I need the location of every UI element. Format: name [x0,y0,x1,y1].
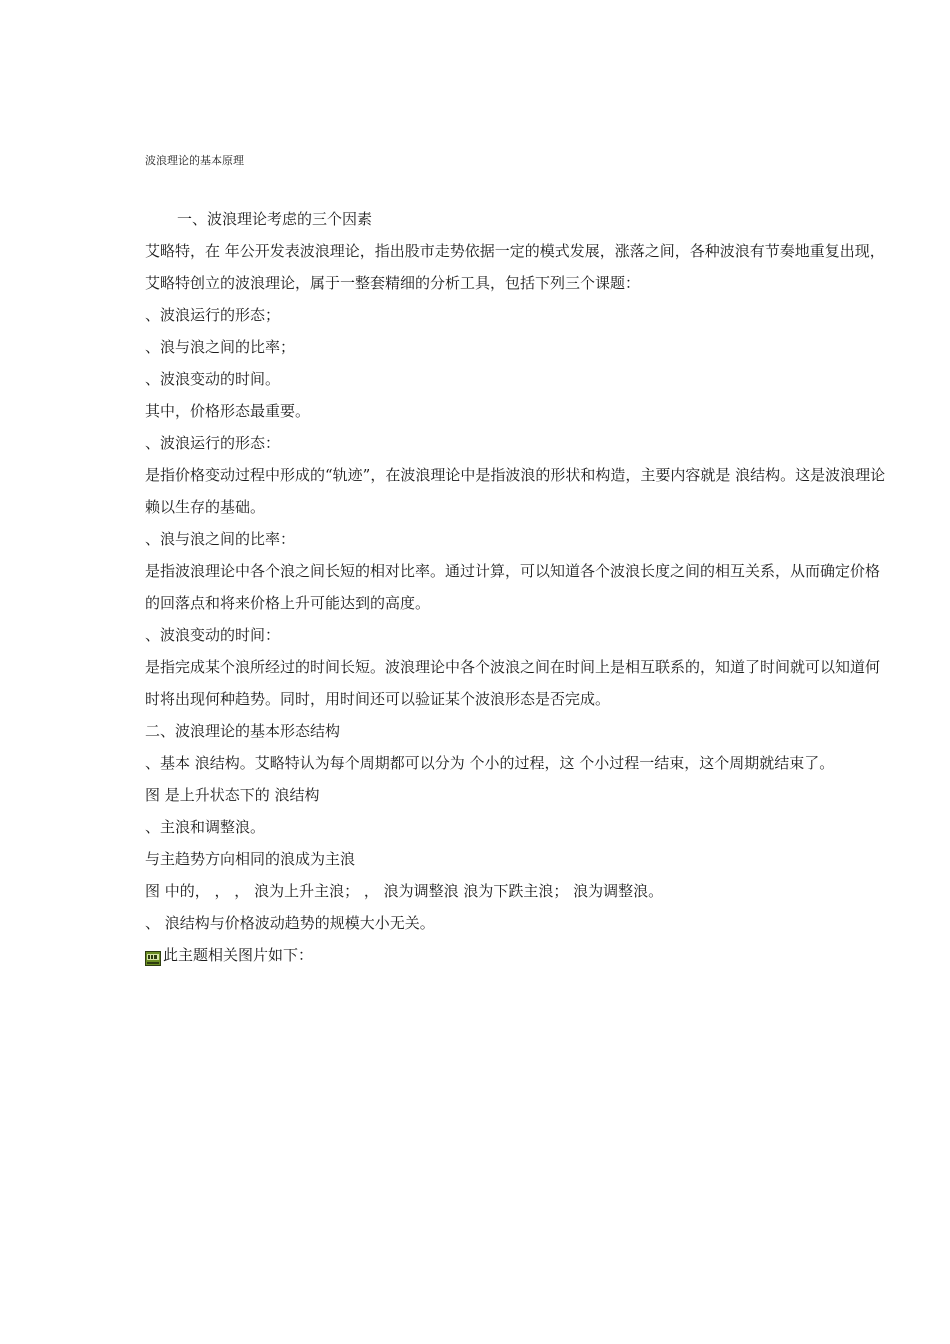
document-title: 波浪理论的基本原理 [145,154,244,167]
paragraph: 、基本 浪结构。艾略特认为每个周期都可以分为 个小的过程，这 个小过程一结束，这个周期就结束了。 [145,754,835,772]
paragraph: 与主趋势方向相同的浪成为主浪 [145,850,356,868]
section-heading-1: 一、波浪理论考虑的三个因素 [177,210,373,228]
subheading: 、波浪运行的形态： [145,434,281,452]
subheading: 、波浪变动的时间： [145,626,281,644]
paragraph: 图 中的， ， ， 浪为上升主浪； ， 浪为调整浪 浪为下跌主浪； 浪为调整浪。 [145,882,664,900]
paragraph: 是指价格变动过程中形成的“轨迹”，在波浪理论中是指波浪的形状和构造，主要内容就是 浪结构。这是波浪理论赖以生存的基础。 [145,466,886,516]
list-item: 、浪与浪之间的比率； [145,338,296,356]
list-item: 、波浪运行的形态； [145,306,281,324]
paragraph: 是指波浪理论中各个浪之间长短的相对比率。通过计算，可以知道各个波浪长度之间的相互关系，从而确定价格的回落点和将来价格上升可能达到的高度。 [145,562,881,612]
paragraph: 、 浪结构与价格波动趋势的规模大小无关。 [145,914,435,932]
picture-caption-row [145,939,890,971]
image-file-icon[interactable] [145,945,161,960]
paragraph: 图 是上升状态下的 浪结构 [145,786,320,804]
subheading: 、主浪和调整浪。 [145,818,266,836]
subheading: 、浪与浪之间的比率： [145,530,296,548]
paragraph: 艾略特，在 年公开发表波浪理论，指出股市走势依据一定的模式发展，涨落之间，各种波浪有节奏地重复出现，艾略特创立的波浪理论，属于一整套精细的分析工具，包括下列三个课题： [145,242,885,292]
paragraph: 是指完成某个浪所经过的时间长短。波浪理论中各个波浪之间在时间上是相互联系的，知道了时间就可以知道何时将出现何种趋势。同时，用时间还可以验证某个波浪形态是否完成。 [145,658,881,708]
picture-caption: 此主题相关图片如下： [163,946,314,964]
list-item: 、波浪变动的时间。 [145,370,281,388]
document-body [145,203,890,971]
paragraph: 其中，价格形态最重要。 [145,402,311,420]
section-heading-2: 二、波浪理论的基本形态结构 [145,722,341,740]
